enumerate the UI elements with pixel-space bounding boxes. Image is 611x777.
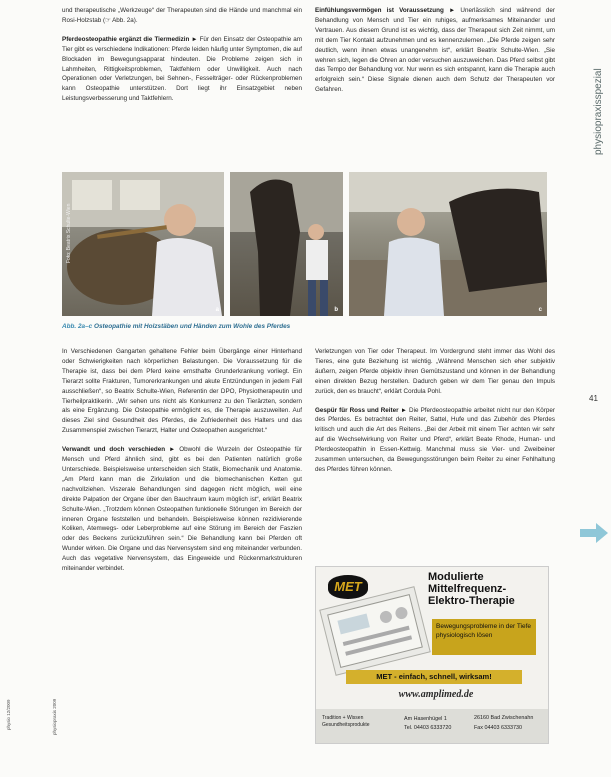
continue-arrow-icon [580,522,608,544]
device-image [319,586,431,676]
figure-caption-text: Osteopathie mit Holzstäben und Händen zum Wohle des Pferdes [93,323,291,330]
ad-address: Am Hasenhügel 1 [404,716,447,722]
article-column-top-left [62,6,302,113]
photo-a-illustration [62,172,224,316]
margin-issue-note: physio 12/2009 [6,699,11,730]
paragraph-text: Für den Einsatz der Osteopathie am Tier gibt es verschiedene Indikationen: Pferde leiden häufig unter Symptomen, die auf Blockaden im Bewegungsapparat hindeuten. Die Probleme zeigen sich in Lahmheiten, Rittigkeitsproblemen, Taktfehlern oder Unwilligkeit. Auch nach Operationen oder Verletzungen, bei Sehnen-, Fesselträger- oder Rückenproblemen kann Osteopathie unterstützen. Dort liegt ihr Einsatzgebiet neben Leistungsverbesserung und Taktfehlern. [62,35,303,103]
paragraph [315,6,555,95]
side-tab-label: physiopraxisspezial [593,68,604,155]
paragraph-text: Obwohl die Wurzeln der Osteopathie für Mensch und Pferd ähnlich sind, gibt es bei den Patienten natürlich große Unterschiede. Beispielsweise unterscheiden sich Statik, Biomechanik und Anatomie. „Am Pferd kann man die Zirkulation und die biomechanischen Ketten gut nachvollziehen. Viszerale Behandlungen sind dagegen nicht möglich, weil eine direkte Palpation der Organe über den Bauchraum kaum möglich ist“, erklärt Beatrix Schulte-Wien. „Trotzdem können Osteopathen funktionelle Störungen im Bereich der inneren Organe feststellen und behandeln. Beispielsweise können rezidivierende Koliken, Atemwegs- oder Leberprobleme auf eine Störung im Bereich der Faszien oder des Beckens zurückzuführen sein.“ Die Behandlung kann bei Pferden oft Wunder wirken. Die Organe und das Nervensystem sind eng miteinander verbunden. Auch das vegetative Nervensystem, das Eingeweide und Rückenmarkstrukturen miteinander verbindet. [62,446,303,573]
page-number: 41 [589,394,598,403]
section-heading: Pferdeosteopathie ergänzt die Tiermedizin ► [62,35,198,43]
paragraph-text: Die Pferdeosteopathie arbeitet nicht nur den Körper des Pferdes. Es betrachtet den Reiter, Sattel, Hufe und das Zubehör des Pferdes kritisch und auch die Art des Reitens. „Bei der Arbeit mit einem Tier achten wir sehr auf die Wechselwirkung von Reiter und Pferd“, erklärt Beate Rhode, Human- und Pferdeosteopathin in Essen-Kettwig. Manchmal muss sie Vier- und Zweibeiner zusammen untersuchen, da Bewegungsstörungen beim Reiter zu einer Fehlhaltung des Pferdes führen können. [315,406,555,473]
paragraph: In Verschiedenen Gangarten gehaltene Fehler beim Übergänge einer Hinterhand oder Schwierigkeiten nach körperlichen Belastungen. Die Voraussetzung für die Therapie ist, dass bei dem Pferd keine ernsthafte Grunderkrankung vorliegt. Ein Tierarzt sollte Frakturen, Tumorerkrankungen und akute Entzündungen in jedem Fall ausschließen“, so Beatrix Schulte-Wien, Referentin der DPO, Physiotherapeutin und Tierheilpraktikerin. „Wir sehen uns nicht als Konkurrenz zu den Tierärzten, sondern als eine Ergänzung. Die Osteopathie ermöglicht es, die Therapie auszuweiten. Auf dieses Ziel sind Gesundheit des Pferdes, die Zufriedenheit des Halters und das Zusammenspiel zwischen Tierarzt, Halter und Osteopathen ausgerichtet.“ [62,348,302,435]
advertisement[interactable] [315,566,549,744]
ad-promo-box: Bewegungsprobleme in der Tiefe physiologisch lösen [432,619,536,655]
article-column-top-right [315,6,555,104]
ad-company [322,715,370,729]
photo-a [62,172,224,316]
ad-slogan: MET - einfach, schnell, wirksam! [346,670,522,684]
article-column-bottom-left [62,347,302,583]
ad-footer [316,709,548,743]
article-column-bottom-right [315,347,555,484]
ad-company-name: Tradition + Wissen [322,715,364,721]
paragraph [315,406,555,475]
photo-b [230,172,343,316]
photo-c-label: c [538,307,542,313]
paragraph-text: Unerlässlich sind während der Behandlung von Mensch und Tier ein ruhiges, aufmerksames Miteinander und Vertrauen. Aus diesem Grund ist es wichtig, dass der Therapeut sich Zeit nimmt, um mit dem Tier Kontakt aufzunehmen und es kennenzulernen. „Die Pferde zeigen sehr deutlich, wenn ihnen etwas unangenehm ist“, erklärt Beatrix Schulte-Wien. „Sie wehren sich, legen die Ohren an oder versuchen auszuweichen. Das Pferd selbst gibt das Tempo der Behandlung vor. Nur wenn es sich entspannt, kann die Therapie auch erfolgreich sein.“ Diese Signale dienen auch dem Schutz der Therapeuten vor Gefahren. [315,7,556,94]
ad-title: Modulierte Mittelfrequenz-Elektro-Therapie [428,571,515,607]
figure-label: Abb. 2a–c [62,323,93,330]
section-heading: Gespür für Ross und Reiter ► [315,406,407,414]
device-illustration [320,587,429,674]
section-heading: Verwandt und doch verschieden ► [62,446,176,454]
figure-caption [62,323,290,330]
paragraph: Verletzungen von Tier oder Therapeut. Im Vordergrund steht immer das Wohl des Tieres, eine gute Beziehung ist wichtig. „Während Menschen sich eher subjektiv äußern, zeigen Pferde objektiv ihren Gemütszustand und können in der Behandlung einen direkten Bezug herstellen. Dadurch geben wir dem Tier genau den Impuls zurück, den es braucht“, erklärt Cordula Pohl. [315,348,555,395]
ad-phone: Tel. 04403 6333720 [404,725,452,731]
section-heading: Einfühlungsvermögen ist Voraussetzung ► [315,7,456,14]
ad-fax: Fax 04403 6333730 [474,725,522,731]
photo-c [349,172,547,316]
photo-b-illustration [230,172,343,316]
margin-publication-note: physiopraxis 2009 [52,698,57,735]
photo-c-illustration [349,172,547,316]
ad-company-sub: Gesundheitsprodukte [322,722,370,728]
photo-credit: Foto: Beatrix Schulte-Wien [66,203,72,263]
ad-city: 26160 Bad Zwischenahn [474,715,534,721]
paragraph: und therapeutische „Werkzeuge“ der Therapeuten sind die Hände und manchmal ein Rosi-Holzstab (☞ Abb. 2a). [62,7,302,24]
paragraph [62,35,302,104]
section-side-tab [583,50,603,160]
ad-website-link[interactable]: www.amplimed.de [398,689,474,700]
ad-logo: MET [328,575,368,599]
photo-a-label: a [215,307,219,313]
paragraph [62,445,302,574]
photo-b-label: b [334,307,338,313]
